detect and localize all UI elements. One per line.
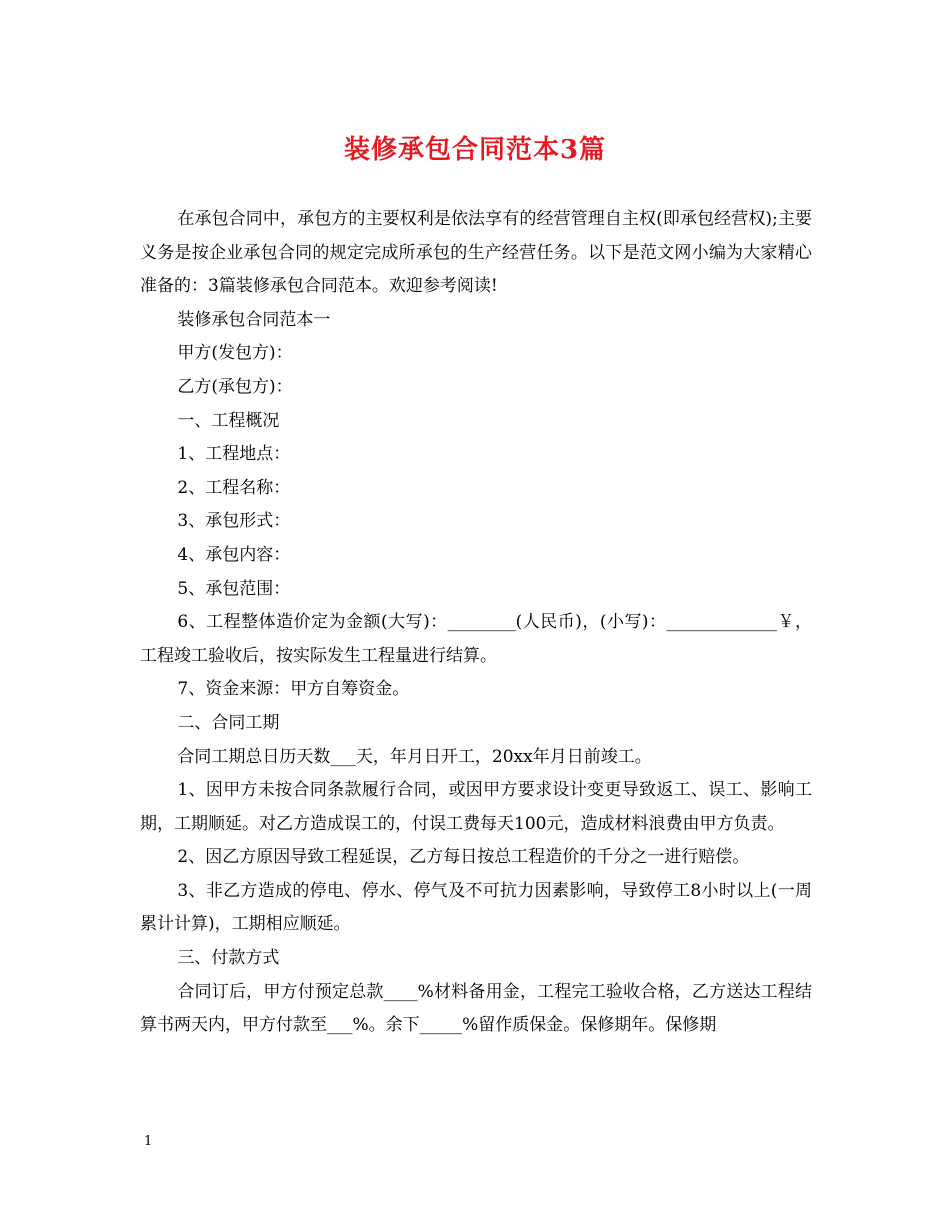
document-body [140,203,812,1043]
paragraph-contract-content: 4、承包内容： [177,544,291,565]
document-title: 装修承包合同范本3篇 [343,135,607,165]
paragraph-total-days: 合同工期总日历天数___天，年月日开工，20xx年月日前竣工。 [177,746,652,767]
section-heading-payment: 三、付款方式 [177,948,280,969]
paragraph-delay-party-a: 1、因甲方未按合同条款履行合同，或因甲方要求设计变更导致返工、误工、影响工期，工期顺延。对乙方造成误工的，付误工费每天100元，造成材料浪费由甲方负责。 [140,780,812,834]
paragraph-intro: 在承包合同中，承包方的主要权利是依法享有的经营管理自主权(即承包经营权);主要义务是按企业承包合同的规定完成所承包的生产经营任务。以下是范文网小编为大家精心准备的：3篇装修承包合同范本。欢迎参考阅读! [140,209,812,297]
paragraph-contract-form: 3、承包形式： [177,511,291,532]
paragraph-heading-sample-one: 装修承包合同范本一 [177,309,331,330]
paragraph-total-cost: 6、工程整体造价定为金额(大写)：________(人民币)，(小写)：_____________￥，工程竣工验收后，按实际发生工程量进行结算。 [140,612,812,666]
section-heading-overview: 一、工程概况 [177,410,280,431]
paragraph-force-majeure: 3、非乙方造成的停电、停水、停气及不可抗力因素影响，导致停工8小时以上(一周累计计算)，工期相应顺延。 [140,880,812,935]
page-number: 1 [144,1134,153,1149]
paragraph-party-b: 乙方(承包方)： [177,376,293,397]
paragraph-payment-terms: 合同订后，甲方付预定总款____%材料备用金，工程完工验收合格，乙方送达工程结算书两天内，甲方付款至___%。余下_____%留作质保金。保修期年。保修期 [140,981,812,1036]
paragraph-delay-party-b: 2、因乙方原因导致工程延误，乙方每日按总工程造价的千分之一进行赔偿。 [177,847,750,868]
section-heading-duration: 二、合同工期 [177,712,280,733]
paragraph-contract-scope: 5、承包范围： [177,578,291,599]
paragraph-project-location: 1、工程地点： [177,444,291,465]
paragraph-project-name: 2、工程名称： [177,477,291,498]
paragraph-party-a: 甲方(发包方)： [177,343,293,364]
paragraph-funding-source: 7、资金来源：甲方自筹资金。 [177,679,410,700]
